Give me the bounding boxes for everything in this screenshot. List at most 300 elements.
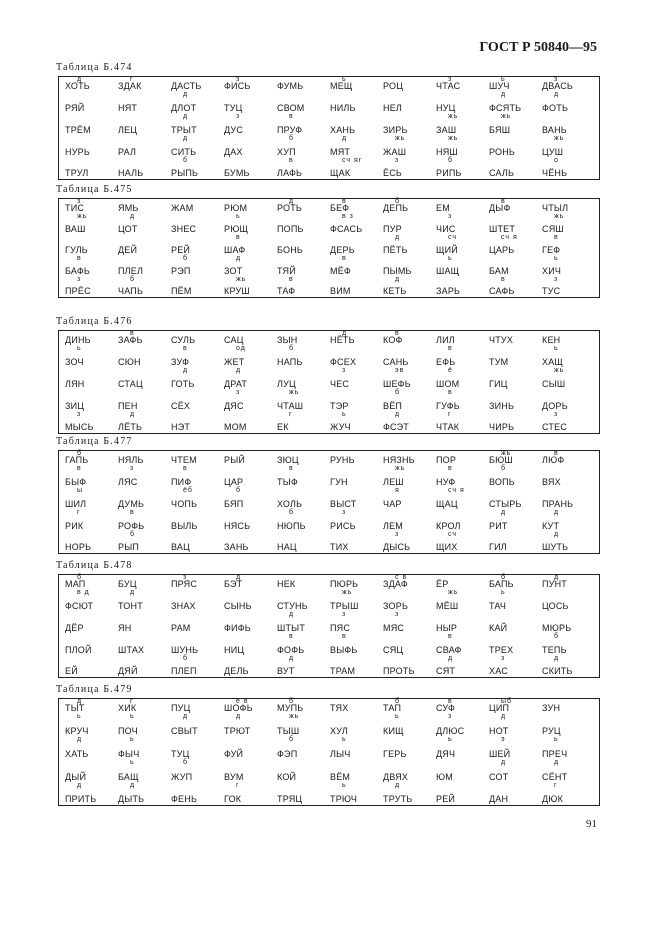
word: ТЫШ xyxy=(277,726,300,736)
phonetic-mark: эв xyxy=(395,367,405,374)
table-cell xyxy=(383,390,436,412)
phonetic-mark: б xyxy=(183,255,189,262)
table-cell xyxy=(542,737,595,760)
phonetic-mark: д xyxy=(77,736,83,743)
word: ПРЯС xyxy=(171,579,198,589)
table-cell xyxy=(383,488,436,510)
word: НИЦ xyxy=(224,645,245,655)
word: БЫФ xyxy=(65,477,87,487)
phonetic-mark: б xyxy=(77,574,83,581)
word-table xyxy=(58,198,600,298)
word: ЗАРЬ xyxy=(436,286,461,296)
table-row xyxy=(59,214,599,235)
word: ШОМ xyxy=(436,379,460,389)
table-cell xyxy=(489,331,542,346)
phonetic-mark: в д xyxy=(77,589,90,596)
table-cell xyxy=(65,451,118,466)
word: ЛУЦ xyxy=(277,379,296,389)
word: ЧАПЬ xyxy=(118,286,144,296)
word: ТРЕХ xyxy=(489,645,514,655)
table-cell xyxy=(542,77,595,92)
phonetic-mark: з xyxy=(342,611,347,618)
word: ДЕЛЬ xyxy=(224,666,249,676)
table-cell xyxy=(542,92,595,114)
word: ХАНЬ xyxy=(330,125,356,135)
phonetic-mark: в xyxy=(130,330,135,337)
word: КЕН xyxy=(542,335,561,345)
word: ТУМ xyxy=(489,357,509,367)
phonetic-mark: в xyxy=(289,633,294,640)
table-cell xyxy=(330,235,383,256)
phonetic-mark: жь xyxy=(289,389,300,396)
table-cell xyxy=(436,412,489,433)
word: КРОЛ xyxy=(436,521,461,531)
table-cell xyxy=(118,634,171,656)
table-cell xyxy=(224,199,277,214)
phonetic-mark: жь xyxy=(236,276,247,283)
table-cell xyxy=(118,656,171,677)
word: БОНЬ xyxy=(277,245,304,255)
table-cell xyxy=(542,368,595,390)
table-cell xyxy=(277,346,330,368)
phonetic-mark: сч xyxy=(448,234,458,241)
table-cell xyxy=(542,346,595,368)
phonetic-mark: з xyxy=(77,198,82,205)
table-cell xyxy=(171,737,224,760)
word: ДЫСЬ xyxy=(383,542,411,552)
word: МЁШ xyxy=(436,601,459,611)
phonetic-mark: б xyxy=(554,633,560,640)
table-cell xyxy=(383,214,436,235)
phonetic-mark: в xyxy=(554,450,559,457)
word: ФЭП xyxy=(277,749,298,759)
table-cell xyxy=(383,737,436,760)
word: САНЬ xyxy=(383,357,409,367)
word: ЗНЕС xyxy=(171,224,197,234)
word: ЗИРЬ xyxy=(383,125,408,135)
word: ФИФЬ xyxy=(224,623,251,633)
table-cell xyxy=(383,451,436,466)
word: САЦ xyxy=(224,335,244,345)
table-cell xyxy=(489,114,542,136)
word: ВЁП xyxy=(383,401,403,411)
word: МЁФ xyxy=(330,266,351,276)
table-row xyxy=(59,77,599,92)
table-cell xyxy=(65,136,118,158)
word: МУПЬ xyxy=(277,703,304,713)
word: ПРУФ xyxy=(277,125,303,135)
table-cell xyxy=(65,699,118,714)
word: СЁНТ xyxy=(542,772,568,782)
word: ДОРЬ xyxy=(542,401,568,411)
word: БУЦ xyxy=(118,579,137,589)
word: ЦИП xyxy=(489,703,510,713)
word: ВЫСТ xyxy=(330,499,357,509)
phonetic-mark: д xyxy=(289,198,295,205)
phonetic-mark: з xyxy=(448,213,453,220)
table-cell xyxy=(277,699,330,714)
phonetic-mark: в xyxy=(448,633,453,640)
word: НОТ xyxy=(489,726,509,736)
table-cell xyxy=(277,488,330,510)
word: ВАЦ xyxy=(171,542,190,552)
table-cell xyxy=(383,699,436,714)
word: ДАСТЬ xyxy=(171,81,202,91)
word: ЖУЧ xyxy=(330,422,351,432)
phonetic-mark: в xyxy=(77,465,82,472)
word: ШАЩ xyxy=(436,266,460,276)
word: ХОЛЬ xyxy=(277,499,303,509)
document-header: ГОСТ Р 50840—95 xyxy=(479,40,597,55)
table-cell xyxy=(383,346,436,368)
table-cell xyxy=(542,532,595,553)
table-cell xyxy=(118,451,171,466)
word: ТЯЙ xyxy=(277,266,296,276)
word: СТАЦ xyxy=(118,379,143,389)
table-caption: Таблица Б.476 xyxy=(56,316,133,327)
word: ДУМЬ xyxy=(118,499,145,509)
phonetic-mark: б xyxy=(289,736,295,743)
table-cell xyxy=(118,590,171,612)
phonetic-mark: в xyxy=(342,198,347,205)
phonetic-mark: д xyxy=(236,713,242,720)
word: ТРЫТ xyxy=(171,125,197,135)
word: МЮРЬ xyxy=(542,623,572,633)
word: ЩАК xyxy=(330,168,351,178)
phonetic-mark: в xyxy=(342,633,347,640)
word: ЗУН xyxy=(542,703,561,713)
table-cell xyxy=(542,114,595,136)
table-cell xyxy=(542,760,595,783)
table-cell xyxy=(65,488,118,510)
table-cell xyxy=(330,158,383,179)
table-cell xyxy=(171,510,224,532)
table-cell xyxy=(542,466,595,488)
table-cell xyxy=(383,235,436,256)
word: ЁР xyxy=(436,579,449,589)
word: СЮН xyxy=(118,357,141,367)
word: ЗАШ xyxy=(436,125,457,135)
word: ХАТЬ xyxy=(65,749,89,759)
phonetic-mark: э xyxy=(501,736,506,743)
table-cell xyxy=(65,656,118,677)
phonetic-mark: г xyxy=(448,411,452,418)
table-row xyxy=(59,368,599,390)
table-cell xyxy=(330,760,383,783)
phonetic-mark: в xyxy=(501,276,506,283)
table-cell xyxy=(436,737,489,760)
table-cell xyxy=(383,466,436,488)
table-cell xyxy=(436,346,489,368)
word: ЗЮЦ xyxy=(277,455,299,465)
table-cell xyxy=(224,158,277,179)
table-cell xyxy=(171,277,224,297)
word: ЧТУХ xyxy=(489,335,514,345)
table-row xyxy=(59,760,599,783)
phonetic-mark: жь xyxy=(448,589,459,596)
word: ПУЦ xyxy=(171,703,191,713)
word: ДЮК xyxy=(542,794,564,804)
table-cell xyxy=(489,634,542,656)
phonetic-mark: д xyxy=(448,655,454,662)
table-cell xyxy=(224,510,277,532)
table-cell xyxy=(383,368,436,390)
word: ВЫФЬ xyxy=(330,645,358,655)
table-cell xyxy=(65,390,118,412)
table-cell xyxy=(330,92,383,114)
table-cell xyxy=(171,214,224,235)
word: ЗЫН xyxy=(277,335,298,345)
word: ЦОТ xyxy=(118,224,138,234)
phonetic-mark: д xyxy=(183,91,189,98)
table-cell xyxy=(489,488,542,510)
phonetic-mark: ь xyxy=(236,213,241,220)
word: КРУШ xyxy=(224,286,250,296)
table-cell xyxy=(489,783,542,805)
table-cell xyxy=(65,760,118,783)
word: ПУР xyxy=(383,224,402,234)
table-row xyxy=(59,235,599,256)
phonetic-mark: ь xyxy=(501,589,506,596)
word: ФУЙ xyxy=(224,749,244,759)
table-cell xyxy=(436,510,489,532)
table-cell xyxy=(118,760,171,783)
word: ШТЫТ xyxy=(277,623,306,633)
table-cell xyxy=(330,656,383,677)
table-cell xyxy=(489,199,542,214)
table-row xyxy=(59,199,599,214)
table-cell xyxy=(118,737,171,760)
phonetic-mark: жь xyxy=(554,367,565,374)
table-cell xyxy=(436,136,489,158)
table-cell xyxy=(489,760,542,783)
word: ПЛЕЛ xyxy=(118,266,144,276)
word: ТЭР xyxy=(330,401,349,411)
table-cell xyxy=(118,214,171,235)
word: СВАФ xyxy=(436,645,462,655)
phonetic-mark: б xyxy=(501,574,507,581)
word: ТРУЛ xyxy=(65,168,89,178)
table-cell xyxy=(383,612,436,634)
phonetic-mark: д xyxy=(130,782,136,789)
table-cell xyxy=(436,634,489,656)
word: ПРОТЬ xyxy=(383,666,415,676)
phonetic-mark: жь xyxy=(501,113,512,120)
phonetic-mark: д xyxy=(501,91,507,98)
word: НУЦ xyxy=(436,103,456,113)
word: ДАХ xyxy=(224,147,243,157)
table-cell xyxy=(436,214,489,235)
table-cell xyxy=(383,77,436,92)
word: ФОТЬ xyxy=(542,103,569,113)
table-cell xyxy=(277,136,330,158)
phonetic-mark: ь xyxy=(554,345,559,352)
table-cell xyxy=(383,760,436,783)
phonetic-mark: в xyxy=(395,330,400,337)
table-cell xyxy=(330,634,383,656)
word: ТРУТЬ xyxy=(383,794,413,804)
word: ДУС xyxy=(224,125,244,135)
word: ЗИНЬ xyxy=(489,401,515,411)
table-cell xyxy=(330,199,383,214)
phonetic-mark: д xyxy=(130,589,136,596)
table-cell xyxy=(65,214,118,235)
table-cell xyxy=(489,412,542,433)
word: ФУМЬ xyxy=(277,81,304,91)
table-cell xyxy=(436,331,489,346)
phonetic-mark: з xyxy=(554,76,559,83)
word: ДЫФ xyxy=(489,203,511,213)
table-caption: Таблица Б.475 xyxy=(56,184,133,195)
table-cell xyxy=(65,412,118,433)
phonetic-mark: жь xyxy=(289,713,300,720)
phonetic-mark: д xyxy=(554,91,560,98)
table-cell xyxy=(171,466,224,488)
word: ЧТЕМ xyxy=(171,455,197,465)
table-row xyxy=(59,136,599,158)
word: РИСЬ xyxy=(330,521,356,531)
phonetic-mark: в xyxy=(77,255,82,262)
table-cell xyxy=(118,783,171,805)
table-cell xyxy=(542,783,595,805)
table-cell xyxy=(330,346,383,368)
word: САЛЬ xyxy=(489,168,515,178)
table-cell xyxy=(65,466,118,488)
word: НУРЬ xyxy=(65,147,90,157)
word: ЛЯН xyxy=(65,379,85,389)
table-cell xyxy=(171,256,224,277)
word: ЗАНЬ xyxy=(224,542,249,552)
table-cell xyxy=(118,114,171,136)
phonetic-mark: д xyxy=(183,713,189,720)
word: ЦАР xyxy=(224,477,244,487)
table-cell xyxy=(224,737,277,760)
word: ЧЁНЬ xyxy=(542,168,568,178)
table-cell xyxy=(171,760,224,783)
word: ПУНТ xyxy=(542,579,567,589)
phonetic-mark: д xyxy=(501,759,507,766)
word: ЛЕЦ xyxy=(118,125,138,135)
table-cell xyxy=(436,92,489,114)
word: ПЁТЬ xyxy=(383,245,408,255)
table-cell xyxy=(171,612,224,634)
word: ХУП xyxy=(277,147,296,157)
table-cell xyxy=(118,412,171,433)
table-cell xyxy=(171,412,224,433)
table-row xyxy=(59,277,599,297)
table-cell xyxy=(65,235,118,256)
phonetic-mark: б xyxy=(501,465,507,472)
table-cell xyxy=(171,783,224,805)
table-cell xyxy=(171,590,224,612)
word: НАПЬ xyxy=(277,357,303,367)
table-cell xyxy=(542,199,595,214)
table-cell xyxy=(277,466,330,488)
phonetic-mark: з xyxy=(77,276,82,283)
word: МЯТ xyxy=(330,147,351,157)
word: РИТ xyxy=(489,521,508,531)
phonetic-mark: в з xyxy=(342,213,354,220)
table-cell xyxy=(489,368,542,390)
word: ШЕФЬ xyxy=(383,379,411,389)
phonetic-mark: д xyxy=(395,411,401,418)
phonetic-mark: з xyxy=(130,465,135,472)
word: МОМ xyxy=(224,422,247,432)
word: ДЛЮС xyxy=(436,726,465,736)
word: РЯЙ xyxy=(65,103,85,113)
word: ТРЁМ xyxy=(65,125,91,135)
phonetic-mark: о xyxy=(554,157,559,164)
table-cell xyxy=(542,488,595,510)
word: ДВАСЬ xyxy=(542,81,574,91)
word: КОЙ xyxy=(277,772,297,782)
phonetic-mark: д xyxy=(395,782,401,789)
table-cell xyxy=(118,331,171,346)
table-row xyxy=(59,92,599,114)
phonetic-mark: д xyxy=(554,655,560,662)
word: НЯЗНЬ xyxy=(383,455,415,465)
table-cell xyxy=(171,346,224,368)
word: ПЯС xyxy=(330,623,351,633)
table-cell xyxy=(65,256,118,277)
table-cell xyxy=(489,277,542,297)
table-cell xyxy=(489,77,542,92)
phonetic-mark: в xyxy=(342,255,347,262)
table-cell xyxy=(542,714,595,737)
table-cell xyxy=(436,656,489,677)
table-cell xyxy=(436,256,489,277)
table-cell xyxy=(489,451,542,466)
table-cell xyxy=(436,488,489,510)
phonetic-mark: жь xyxy=(554,135,565,142)
table-cell xyxy=(542,256,595,277)
word: РОФЬ xyxy=(118,521,145,531)
phonetic-mark: ь xyxy=(342,736,347,743)
phonetic-mark: б xyxy=(395,198,401,205)
word: СУФ xyxy=(436,703,456,713)
phonetic-mark: д xyxy=(77,782,83,789)
table-cell xyxy=(224,92,277,114)
word: НАЦ xyxy=(277,542,297,552)
table-cell xyxy=(171,235,224,256)
word: ХАЩ xyxy=(542,357,564,367)
word: ТУС xyxy=(542,286,561,296)
phonetic-mark: б xyxy=(236,487,242,494)
phonetic-mark: б xyxy=(77,450,83,457)
phonetic-mark: д xyxy=(395,276,401,283)
word: НЯСЬ xyxy=(224,521,251,531)
table-cell xyxy=(330,412,383,433)
word: НЕК xyxy=(277,579,296,589)
table-cell xyxy=(277,510,330,532)
word: ЗОРЬ xyxy=(383,601,409,611)
phonetic-mark: б xyxy=(395,698,401,705)
table-cell xyxy=(65,714,118,737)
word-table xyxy=(58,574,600,678)
phonetic-mark: г xyxy=(236,782,240,789)
word: СЫНЬ xyxy=(224,601,252,611)
table-cell xyxy=(224,760,277,783)
phonetic-mark: д xyxy=(554,531,560,538)
word: РОТЬ xyxy=(277,203,303,213)
table-cell xyxy=(277,590,330,612)
word: ГОК xyxy=(224,794,242,804)
word: РОЦ xyxy=(383,81,404,91)
word: РЕЙ xyxy=(171,245,191,255)
table-cell xyxy=(277,235,330,256)
phonetic-mark: в xyxy=(289,157,294,164)
word: ТОНТ xyxy=(118,601,143,611)
